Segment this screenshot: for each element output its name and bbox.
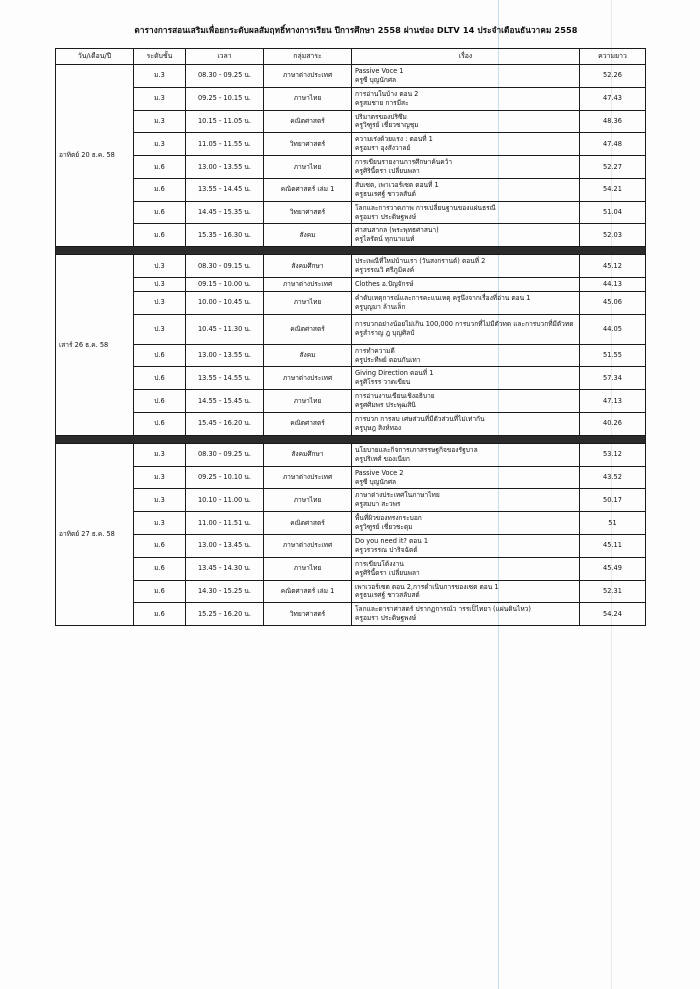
cell-time: 13.00 - 13.55 น.: [186, 344, 264, 367]
cell-level: ม.6: [134, 178, 186, 201]
table-row: [56, 443, 646, 466]
cell-duration: 40.26: [580, 413, 646, 436]
cell-duration: 52.26: [580, 65, 646, 88]
topic-title: ความเร่งด้วยแรง : ตอนที่ 1: [355, 135, 433, 144]
cell-duration: 45.11: [580, 534, 646, 557]
table-row: [56, 603, 646, 626]
cell-topic: [352, 603, 580, 626]
cell-level: ม.6: [134, 534, 186, 557]
table-body: [56, 65, 646, 626]
topic-title: ปริมาตรของปริซึม: [355, 112, 407, 121]
cell-duration: 54.21: [580, 178, 646, 201]
cell-time: 15.25 - 16.20 น.: [186, 603, 264, 626]
cell-level: ป.6: [134, 390, 186, 413]
cell-time: 10.45 - 11.30 น.: [186, 314, 264, 344]
cell-time: 09.25 - 10.15 น.: [186, 87, 264, 110]
topic-title: การอ่านงานเขียนเชิงอธิบาย: [355, 392, 435, 401]
table-row: [56, 87, 646, 110]
table-row: [56, 133, 646, 156]
topic-title: Passive Voce 2: [355, 468, 404, 477]
topic-title: โลกและดาราศาสตร์ ปรากฏการณ์ว ารรเป็ไทยา (แผ่นดินไหว): [355, 605, 531, 614]
cell-level: ป.3: [134, 255, 186, 278]
table-row: [56, 224, 646, 247]
topic-title: เพาเวอร์เซต ตอน 2,การดำเนินการของเซต ตอน 1: [355, 582, 499, 591]
table-row: [56, 178, 646, 201]
cell-level: ป.3: [134, 291, 186, 314]
cell-duration: 54.24: [580, 603, 646, 626]
cell-level: ม.6: [134, 224, 186, 247]
cell-subject: สังคม: [264, 344, 352, 367]
table-row: [56, 580, 646, 603]
topic-teacher: ครูซี บุญนักศล: [355, 477, 397, 486]
cell-duration: 50.17: [580, 489, 646, 512]
cell-time: 08.30 - 09.25 น.: [186, 65, 264, 88]
topic-title: โลกและการวาดภาพ การเปลี่ยนฐานของแผ่นธรณี: [355, 203, 496, 212]
cell-subject: ภาษาต่างประเทศ: [264, 367, 352, 390]
cell-level: ม.3: [134, 512, 186, 535]
table-row: [56, 65, 646, 88]
cell-subject: ภาษาไทย: [264, 390, 352, 413]
cell-level: ม.6: [134, 580, 186, 603]
topic-teacher: ครูธนเรศฐ์ ชาวลสันต์: [355, 189, 416, 198]
cell-duration: 44.13: [580, 278, 646, 292]
column-header-date: วัน/เดือน/ปี: [56, 49, 134, 65]
cell-topic: [352, 65, 580, 88]
topic-teacher: ครูบุษฎ สิงห์ทอง: [355, 423, 402, 432]
cell-subject: ภาษาไทย: [264, 557, 352, 580]
cell-time: 09.15 - 10.00 น.: [186, 278, 264, 292]
cell-topic: [352, 110, 580, 133]
cell-time: 08.30 - 09.25 น.: [186, 443, 264, 466]
cell-subject: ภาษาต่างประเทศ: [264, 466, 352, 489]
topic-title: พื้นที่ผิวของทรงกระบอก: [355, 514, 422, 523]
table-row: [56, 156, 646, 179]
topic-teacher: ครูอมรา ประดิษฐพงษ์: [355, 614, 417, 623]
cell-topic: [352, 580, 580, 603]
topic-title: Do you need it? ตอน 1: [355, 536, 429, 545]
topic-teacher: ครูประทีพย์ ตอนกันเทา: [355, 355, 421, 364]
cell-level: ม.6: [134, 557, 186, 580]
cell-time: 11.00 - 11.51 น.: [186, 512, 264, 535]
cell-time: 10.00 - 10.45 น.: [186, 291, 264, 314]
cell-level: ป.3: [134, 278, 186, 292]
cell-topic: [352, 255, 580, 278]
column-header-level: ระดับชั้น: [134, 49, 186, 65]
cell-topic: [352, 314, 580, 344]
cell-level: ม.6: [134, 603, 186, 626]
cell-time: 11.05 - 11.55 น.: [186, 133, 264, 156]
topic-title: ประเพณีที่ใหม่บ้านเรา (วันสงกรานต์) ตอนที่ 2: [355, 257, 486, 266]
cell-topic: [352, 344, 580, 367]
cell-subject: สังคมศึกษา: [264, 255, 352, 278]
topic-teacher: ครูบุญมา ล้านเล็ก: [355, 302, 406, 311]
column-header-topic: เรื่อง: [352, 49, 580, 65]
table-row: [56, 534, 646, 557]
cell-subject: ภาษาต่างประเทศ: [264, 534, 352, 557]
cell-subject: วิทยาศาสตร์: [264, 201, 352, 224]
cell-level: ม.3: [134, 110, 186, 133]
topic-teacher: ครูศิโรรร วาดเขียน: [355, 378, 411, 387]
cell-subject: ภาษาไทย: [264, 489, 352, 512]
cell-time: 09.25 - 10.10 น.: [186, 466, 264, 489]
topic-title: การทำความดี: [355, 346, 395, 355]
table-row: [56, 489, 646, 512]
cell-duration: 52.27: [580, 156, 646, 179]
table-row: [56, 512, 646, 535]
cell-level: ม.3: [134, 443, 186, 466]
cell-topic: [352, 224, 580, 247]
topic-title: การบวก การลบ เศษส่วนที่มีตัวส่วนที่ไม่เท่ากัน: [355, 415, 485, 424]
cell-time: 14.45 - 15.35 น.: [186, 201, 264, 224]
cell-level: ม.3: [134, 489, 186, 512]
cell-duration: 45.12: [580, 255, 646, 278]
cell-duration: 48.36: [580, 110, 646, 133]
cell-subject: วิทยาศาสตร์: [264, 603, 352, 626]
cell-time: 14.55 - 15.45 น.: [186, 390, 264, 413]
schedule-table: [55, 48, 646, 626]
table-row: [56, 255, 646, 278]
cell-subject: สังคมศึกษา: [264, 443, 352, 466]
cell-time: 14.30 - 15.25 น.: [186, 580, 264, 603]
cell-subject: คณิตศาสตร์ เล่ม 1: [264, 580, 352, 603]
table-header: [56, 49, 646, 65]
topic-teacher: ครูไลรัตน์ ทุกนาแนท์: [355, 235, 415, 244]
topic-teacher: ครูวรรณวิ ศรีภูมิคงค์: [355, 266, 415, 275]
topic-title: Giving Direction ตอนที่ 1: [355, 369, 434, 378]
group-separator-bar: [56, 247, 646, 255]
topic-teacher: ครูอมรา อุงสังวาลย์: [355, 144, 411, 153]
cell-subject: วิทยาศาสตร์: [264, 133, 352, 156]
topic-title: ภาษาต่างประเทศในภาษาไทย: [355, 491, 440, 500]
topic-title: การเขียนโต้งงาน: [355, 559, 404, 568]
cell-time: 13.55 - 14.55 น.: [186, 367, 264, 390]
cell-level: ป.6: [134, 344, 186, 367]
cell-time: 13.55 - 14.45 น.: [186, 178, 264, 201]
cell-subject: คณิตศาสตร์: [264, 413, 352, 436]
topic-title: คำดับเหตุการณ์และการคะแนเหตุ ครูนึงจากเรื่องที่อ่าน ตอน 1: [355, 293, 531, 302]
cell-duration: 47.43: [580, 87, 646, 110]
cell-subject: ภาษาต่างประเทศ: [264, 65, 352, 88]
cell-topic: [352, 87, 580, 110]
topic-teacher: ครูศศิมพร ประพุฒสินิ: [355, 401, 416, 410]
cell-topic: [352, 178, 580, 201]
cell-time: 13.45 - 14.30 น.: [186, 557, 264, 580]
column-header-subject: กลุ่มสาระ: [264, 49, 352, 65]
cell-subject: คณิตศาสตร์ เล่ม 1: [264, 178, 352, 201]
topic-teacher: ครูสำราญ ฎ บุญศิลป์: [355, 329, 415, 338]
table-row: [56, 557, 646, 580]
group-separator: [56, 435, 646, 443]
cell-subject: ภาษาไทย: [264, 156, 352, 179]
cell-level: ม.6: [134, 201, 186, 224]
cell-level: ป.6: [134, 413, 186, 436]
cell-subject: คณิตศาสตร์: [264, 512, 352, 535]
cell-duration: 44.05: [580, 314, 646, 344]
cell-topic: [352, 390, 580, 413]
cell-date: เสาร์ 26 ธ.ค. 58: [56, 255, 134, 436]
cell-duration: 45.49: [580, 557, 646, 580]
cell-time: 13.00 - 13.55 น.: [186, 156, 264, 179]
cell-level: ม.6: [134, 156, 186, 179]
topic-teacher: ครูวิฑูรย์ เชี่ยวชะดุม: [355, 523, 413, 532]
group-separator-bar: [56, 435, 646, 443]
cell-topic: [352, 367, 580, 390]
cell-topic: [352, 291, 580, 314]
cell-subject: ภาษาไทย: [264, 87, 352, 110]
cell-level: ม.3: [134, 87, 186, 110]
topic-teacher: ครูศิรินี้ตรา เปลี่ยนพลา: [355, 167, 420, 176]
cell-level: ม.3: [134, 65, 186, 88]
cell-time: 13.00 - 13.45 น.: [186, 534, 264, 557]
group-separator: [56, 247, 646, 255]
cell-duration: 51: [580, 512, 646, 535]
topic-teacher: ครูวิฑูรย์ เชี่ยวชาญชุม: [355, 121, 419, 130]
table-header-row: [56, 49, 646, 65]
cell-topic: [352, 557, 580, 580]
cell-date: อาทิตย์ 20 ธ.ค. 58: [56, 65, 134, 247]
cell-duration: 45.06: [580, 291, 646, 314]
cell-topic: [352, 278, 580, 292]
cell-duration: 52.03: [580, 224, 646, 247]
cell-duration: 43.52: [580, 466, 646, 489]
cell-duration: 47.48: [580, 133, 646, 156]
table-row: [56, 367, 646, 390]
column-header-time: เวลา: [186, 49, 264, 65]
cell-duration: 51.55: [580, 344, 646, 367]
topic-title: Clothes อ.ปัญจักรษ์: [355, 280, 414, 289]
cell-level: ป.6: [134, 367, 186, 390]
cell-date: อาทิตย์ 27 ธ.ค. 58: [56, 443, 134, 625]
cell-time: 10.10 - 11.00 น.: [186, 489, 264, 512]
topic-title: การบวกอย่างน้อยไม่เกิน 100,000 การบวกที่ไม่มีตัวทด และการบวกที่มีตัวทด: [355, 320, 574, 329]
topic-teacher: ครูวรวรรณ ปาริจฉัตต์: [355, 545, 418, 554]
table-row: [56, 278, 646, 292]
topic-teacher: ครูซี บุญนักศล: [355, 75, 397, 84]
topic-title: Passive Voce 1: [355, 67, 404, 75]
table-row: [56, 466, 646, 489]
cell-topic: [352, 156, 580, 179]
cell-level: ม.3: [134, 133, 186, 156]
topic-title: การเขียนรายงานการศึกษาค้นคว้า: [355, 158, 453, 167]
topic-teacher: ครูธนเรศฐ์ ชาวสลับสต์: [355, 591, 420, 600]
topic-teacher: ครูสมบา สะวพร: [355, 500, 401, 509]
cell-topic: [352, 512, 580, 535]
cell-subject: คณิตศาสตร์: [264, 110, 352, 133]
cell-duration: 53.12: [580, 443, 646, 466]
topic-teacher: ครูอมรา ประดิษฐพงษ์: [355, 212, 417, 221]
topic-title: ศาสนสากล (พระพุทธศาสนา): [355, 226, 439, 235]
page-title: ตารางการสอนเสริมเพื่อยกระดับผลสัมฤทธิ์ทางการเรียน ปีการศึกษา 2558 ผ่านช่อง DLTV 14 ประจำเดือนธันวาคม 2558: [134, 25, 578, 35]
cell-duration: 57.34: [580, 367, 646, 390]
topic-teacher: ครูสมชาย การมีสะ: [355, 98, 409, 107]
cell-time: 10.15 - 11.05 น.: [186, 110, 264, 133]
table-row: [56, 291, 646, 314]
cell-duration: 51.04: [580, 201, 646, 224]
topic-teacher: ครูปริเทศ์ ของเนียก: [355, 454, 410, 463]
column-header-duration: ความยาว: [580, 49, 646, 65]
cell-topic: [352, 413, 580, 436]
cell-topic: [352, 489, 580, 512]
topic-title: สับเซต, เพาเวอร์เซต ตอนที่ 1: [355, 180, 439, 189]
cell-subject: คณิตศาสตร์: [264, 314, 352, 344]
topic-title: นโยบายและกิจการเภาสรรษฐกิจของรัฐบาล: [355, 445, 478, 454]
cell-topic: [352, 466, 580, 489]
cell-time: 08.30 - 09.15 น.: [186, 255, 264, 278]
topic-title: การอ่านในบ้าง ตอน 2: [355, 89, 419, 98]
cell-time: 15.45 - 16.20 น.: [186, 413, 264, 436]
cell-level: ป.3: [134, 314, 186, 344]
cell-topic: [352, 443, 580, 466]
cell-duration: 52.31: [580, 580, 646, 603]
cell-duration: 47.13: [580, 390, 646, 413]
cell-topic: [352, 133, 580, 156]
cell-time: 15.35 - 16.30 น.: [186, 224, 264, 247]
cell-subject: ภาษาต่างประเทศ: [264, 278, 352, 292]
cell-topic: [352, 201, 580, 224]
table-row: [56, 314, 646, 344]
cell-level: ม.3: [134, 466, 186, 489]
cell-subject: ภาษาไทย: [264, 291, 352, 314]
cell-topic: [352, 534, 580, 557]
table-row: [56, 413, 646, 436]
topic-teacher: ครูศิรินี้ตรา เปลี่ยนพลา: [355, 568, 420, 577]
cell-subject: สังคม: [264, 224, 352, 247]
table-row: [56, 201, 646, 224]
table-row: [56, 344, 646, 367]
table-row: [56, 110, 646, 133]
table-row: [56, 390, 646, 413]
